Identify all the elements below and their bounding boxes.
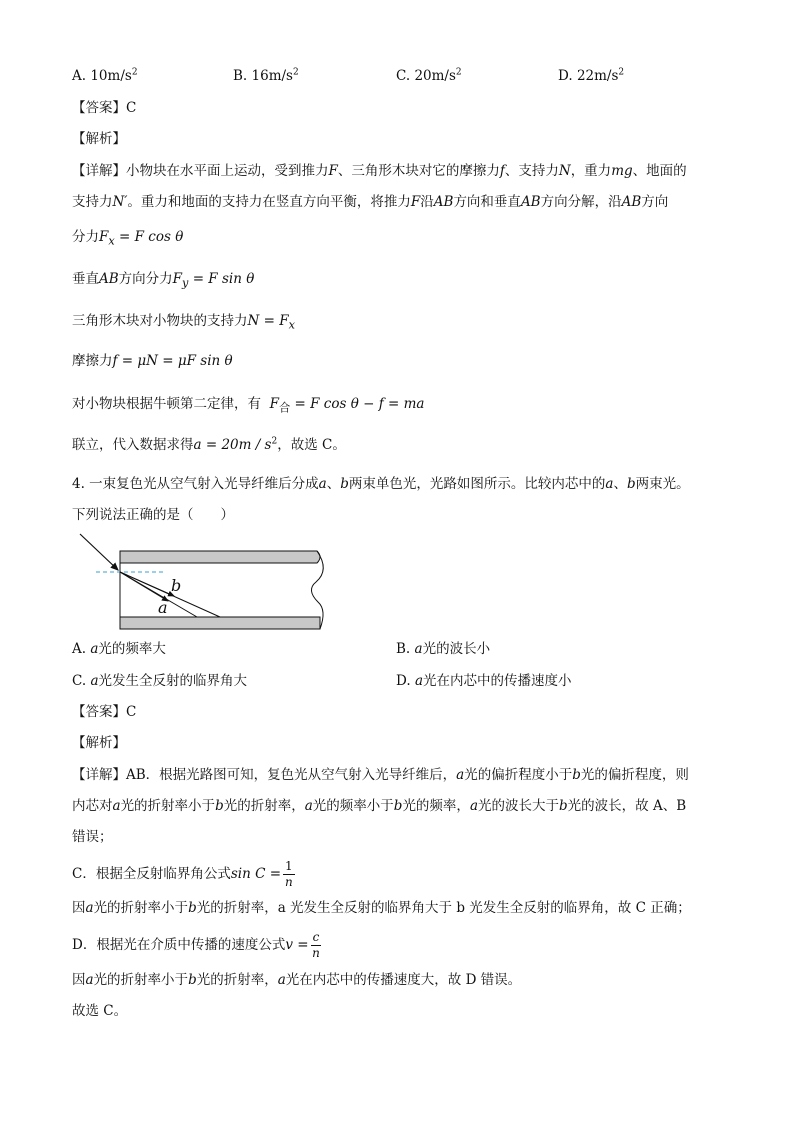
q3-formula-fy: 垂直AB方向分力$F_y = F$ sin θ — [72, 271, 255, 290]
q4-speed-conclusion: 因a光的折射率小于b光的折射率，a光在内芯中的传播速度大，故 D 错误。 — [72, 972, 522, 988]
q4-final-answer: 故选 C。 — [72, 1003, 128, 1019]
q4-option-a: A. a光的频率大 — [72, 641, 166, 657]
q3-answer: 【答案】C — [72, 100, 137, 116]
q3-formula-newton: 对小物块根据牛顿第二定律，有 $F_合 = F$ cos θ − f = ma — [72, 396, 425, 415]
q4-detail-line-1: 【详解】AB．根据光路图可知，复色光从空气射入光导纤维后，a光的偏折程度小于b光的偏折程度，则 — [72, 767, 689, 783]
q4-option-b: B. a光的波长小 — [396, 641, 491, 657]
q3-option-a: A. $10m/s^2$ — [72, 67, 138, 84]
optical-fiber-figure — [72, 530, 332, 635]
q4-detail-line-2: 内芯对a光的折射率小于b光的折射率，a光的频率小于b光的频率，a光的波长大于b光的波长，故 A、B — [72, 798, 687, 814]
q3-formula-fx: 分力$F_x = F$ cos θ — [72, 229, 184, 248]
q4-option-d: D. a光在内芯中的传播速度小 — [396, 673, 572, 689]
q3-detail-line-2: 支持力N′。重力和地面的支持力在竖直方向平衡，将推力F沿AB方向和垂直AB方向分解，沿AB方向 — [72, 194, 669, 210]
q4-critical-angle-conclusion: 因a光的折射率小于b光的折射率，a 光发生全反射的临界角大于 b 光发生全反射的临界角，故 C 正确； — [72, 900, 691, 916]
cladding-bottom — [120, 617, 320, 629]
q3-option-d: D. $22m/s^2$ — [558, 67, 625, 84]
q3-formula-n: 三角形木块对小物块的支持力$N = F_x$ — [72, 313, 295, 332]
q4-analysis-tag: 【解析】 — [72, 735, 126, 751]
q4-answer: 【答案】C — [72, 704, 137, 720]
incident-ray — [80, 534, 118, 570]
label-a: a — [158, 598, 168, 617]
q4-speed-formula: D．根据光在介质中传播的速度公式v = $\frac{c}{n}$ — [72, 930, 320, 960]
q3-formula-friction: 摩擦力f = μN = μF sin θ — [72, 353, 233, 369]
q4-option-c: C. a光发生全反射的临界角大 — [72, 673, 247, 689]
q4-stem-line-1: 4. 一束复色光从空气射入光导纤维后分成a、b两束单色光，光路如图所示。比较内芯中的a、b两束光。 — [72, 476, 690, 492]
q4-critical-angle-formula: C．根据全反射临界角公式sin C = $\frac{1}{n}$ — [72, 859, 293, 889]
q3-option-c: C. $20m/s^2$ — [396, 67, 462, 84]
label-b: b — [171, 576, 182, 595]
cladding-top — [120, 551, 320, 563]
q4-stem-line-2: 下列说法正确的是（ ） — [72, 507, 234, 523]
q3-result: 联立，代入数据求得$a = 20m / s^2$，故选 C。 — [72, 436, 346, 453]
q3-detail-line-1: 【详解】小物块在水平面上运动，受到推力F、三角形木块对它的摩擦力f、支持力N，重力mg、地面的 — [72, 163, 687, 179]
q3-analysis-tag: 【解析】 — [72, 131, 126, 147]
q3-option-b: B. $16m/s^2$ — [233, 67, 299, 84]
q4-detail-line-3: 错误； — [72, 829, 113, 845]
